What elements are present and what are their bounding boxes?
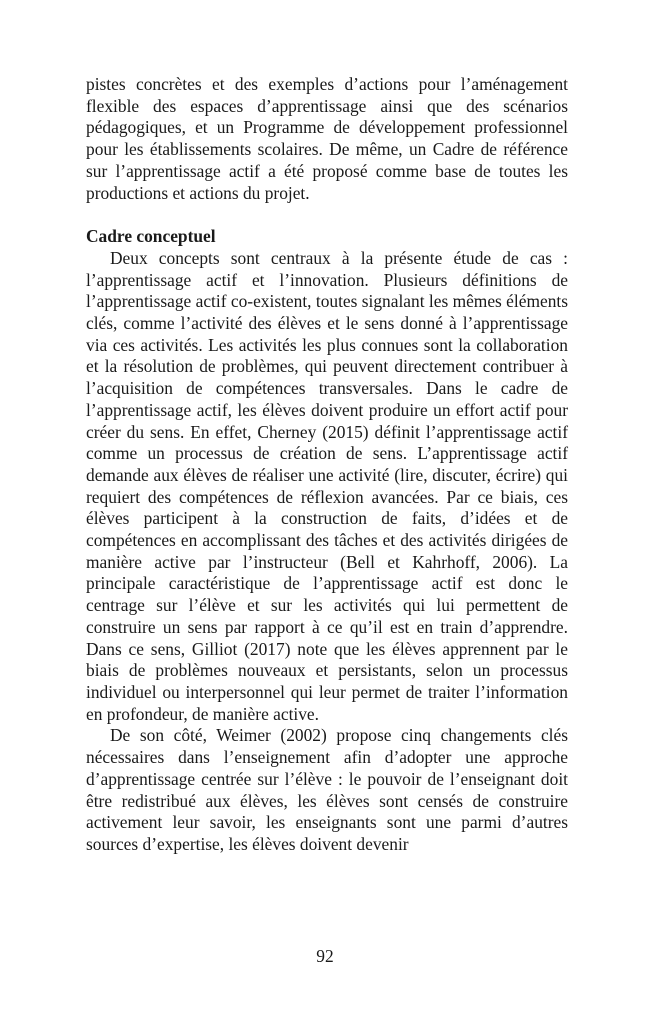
intro-paragraph: pistes concrètes et des exemples d’actions pour l’aménagement flexible des espaces d’apprentissage ainsi que des scénarios pédagogiques, et un Programme de développement professionnel pour les établissements scolaires. De même, un Cadre de référence sur l’apprentissage actif a été proposé comme base de toutes les productions et actions du projet. (86, 74, 568, 203)
page-body (86, 74, 568, 856)
body-paragraph-2: De son côté, Weimer (2002) propose cinq changements clés nécessaires dans l’enseignement afin d’adopter une approche d’apprentissage centrée sur l’élève : le pouvoir de l’enseignant doit être redistribué aux élèves, les élèves sont censés de construire activement leur savoir, les enseignants sont une parmi d’autres sources d’expertise, les élèves doivent devenir (86, 725, 568, 854)
section-heading: Cadre conceptuel (86, 226, 216, 247)
page-number: 92 (316, 946, 334, 966)
body-paragraph-1: Deux concepts sont centraux à la présente étude de cas : l’apprentissage actif et l’innovation. Plusieurs définitions de l’apprentissage actif co-existent, toutes signalant les mêmes éléments clés, comme l’activité des élèves et le sens donné à l’apprentissage via ces activités. Les activités les plus connues sont la collaboration et la résolution de problèmes, qui peuvent directement contribuer à l’acquisition de compétences transversales. Dans le cadre de l’apprentissage actif, les élèves doivent produire un effort actif pour créer du sens. En effet, Cherney (2015) définit l’apprentissage actif comme un processus de création de sens. L’apprentissage actif demande aux élèves de réaliser une activité (lire, discuter, écrire) qui requiert des compétences de réflexion avancées. Par ce biais, ces élèves participent à la construction de faits, d’idées et de compétences en accomplissant des tâches et des activités dirigées de manière active par l’instructeur (Bell et Kahrhoff, 2006). La principale caractéristique de l’apprentissage actif est donc le centrage sur l’élève et sur les activités qui lui permettent de construire un sens par rapport à ce qu’il est en train d’apprendre. Dans ce sens, Gilliot (2017) note que les élèves apprennent par le biais de problèmes nouveaux et persistants, selon un processus individuel ou interpersonnel qui leur permet de traiter l’information en profondeur, de manière active. (86, 247, 568, 724)
